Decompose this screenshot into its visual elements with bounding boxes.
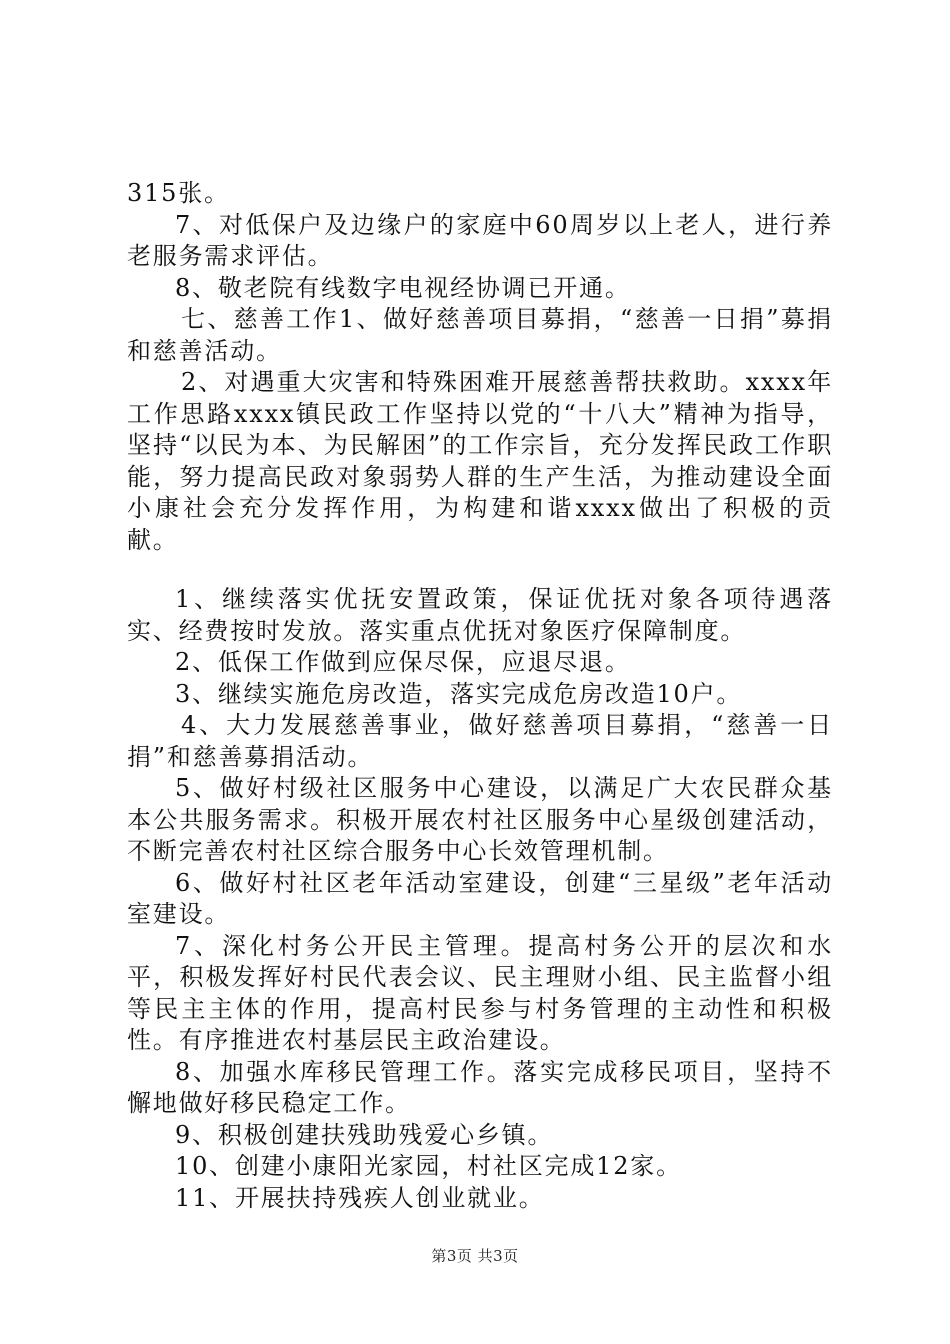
paragraph-work-plan: 2、对遇重大灾害和特殊困难开展慈善帮扶救助。xxxx年工作思路xxxx镇民政工作坚持以党的“十八大”精神为指导，坚持“以民为本、为民解困”的工作宗旨，充分发挥民政工作职能，努力提高民政对象弱势人群的生产生活，为推动建设全面小康社会充分发挥作用，为构建和谐xxxx做出了积极的贡献。 — [127, 368, 833, 554]
paragraph-section-charity: 七、慈善工作1、做好慈善项目募捐，“慈善一日捐”募捐和慈善活动。 — [127, 305, 833, 365]
plan-item-9: 9、积极创建扶残助残爱心乡镇。 — [175, 1120, 554, 1149]
plan-item-2: 2、低保工作做到应保尽保，应退尽退。 — [175, 648, 631, 676]
plan-item-10: 10、创建小康阳光家园，村社区完成12家。 — [175, 1152, 682, 1180]
plan-item-6: 6、做好村社区老年活动室建设，创建“三星级”老年活动室建设。 — [127, 868, 833, 928]
plan-item-1: 1、继续落实优抚安置政策，保证优抚对象各项待遇落实、经费按时发放。落实重点优抚对象医疗保障制度。 — [127, 585, 833, 645]
paragraph-item-8-tv: 8、敬老院有线数字电视经协调已开通。 — [175, 273, 631, 302]
plan-item-11: 11、开展扶持残疾人创业就业。 — [175, 1183, 545, 1212]
plan-item-3: 3、继续实施危房改造，落实完成危房改造10户。 — [175, 679, 743, 708]
paragraph-gap — [127, 556, 833, 584]
plan-item-4: 4、大力发展慈善事业，做好慈善项目募捐，“慈善一日捐”和慈善募捐活动。 — [127, 711, 833, 771]
paragraph-item-7-elderly-assessment: 7、对低保户及边缘户的家庭中60周岁以上老人，进行养老服务需求评估。 — [127, 210, 833, 270]
plan-item-7: 7、深化村务公开民主管理。提高村务公开的层次和水平，积极发挥好村民代表会议、民主理财小组、民主监督小组等民主主体的作用，提高村民参与村务管理的主动性和积极性。有序推进农村基层民主政治建设。 — [127, 931, 833, 1054]
document-body — [127, 178, 833, 1214]
paragraph-continuation: 315张。 — [127, 179, 230, 207]
plan-item-5: 5、做好村级社区服务中心建设，以满足广大农民群众基本公共服务需求。积极开展农村社区服务中心星级创建活动，不断完善农村社区综合服务中心长效管理机制。 — [127, 774, 833, 865]
plan-item-8: 8、加强水库移民管理工作。落实完成移民项目，坚持不懈地做好移民稳定工作。 — [127, 1057, 833, 1117]
page-footer: 第3页 共3页 — [431, 1247, 519, 1265]
